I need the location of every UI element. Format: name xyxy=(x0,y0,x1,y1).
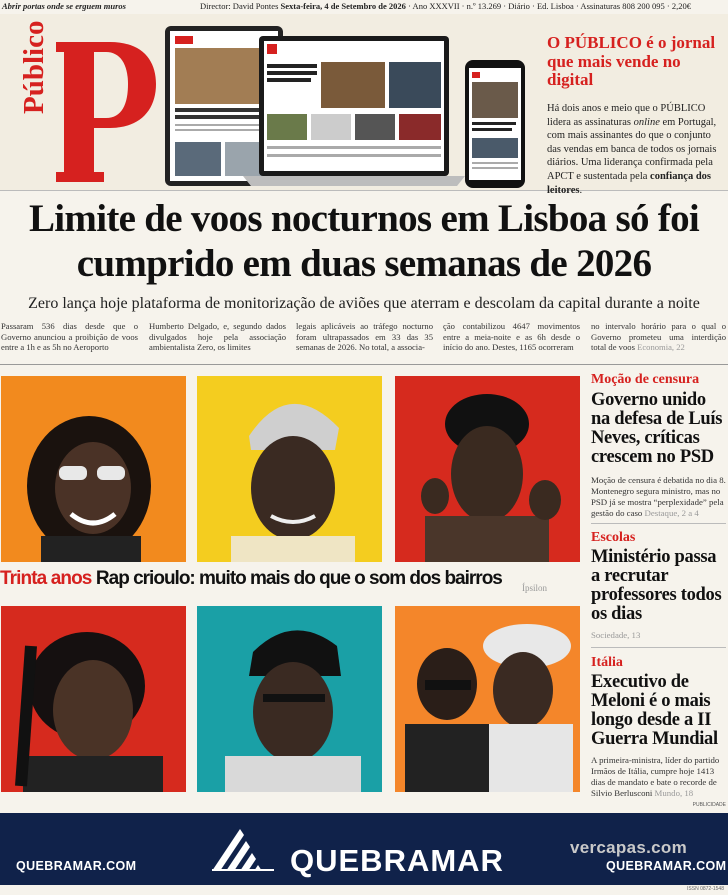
price: 2,20€ xyxy=(671,1,691,11)
feature-credit: Ípsilon xyxy=(522,583,548,593)
photo-artist-3 xyxy=(395,376,580,562)
issn-text: ISSN 0872-1548 xyxy=(687,886,724,892)
side-story-headline: Governo unido na defesa de Luís Neves, críticas crescem no PSD xyxy=(591,390,723,467)
side-story-kicker: Escolas xyxy=(591,530,636,545)
divider xyxy=(0,364,728,365)
side-story-ref: Destaque, 2 a 4 xyxy=(644,508,699,518)
top-bar xyxy=(0,0,728,13)
promo-title: O PÚBLICO é o jornal que mais vende no digital xyxy=(547,33,716,89)
lead-body-col-2: Humberto Delgado, e, segundo dados divulgados hoje pela associação ambientalista Zero, os limites xyxy=(149,321,286,353)
side-story-ref: Sociedade, 13 xyxy=(591,630,641,640)
devices-illustration xyxy=(163,24,528,196)
slogan: Abrir portas onde se erguem muros xyxy=(2,1,126,11)
feature-headline: Rap crioulo: muito mais do que o som dos bairros xyxy=(95,568,502,589)
lead-body-col-5-text: no intervalo horário para o qual o Governo prometeu uma interdição total de voos xyxy=(591,321,726,353)
promo-body-part: . xyxy=(579,184,583,196)
side-story-kicker: Itália xyxy=(591,655,623,670)
photo-artist-5 xyxy=(197,606,382,792)
divider xyxy=(591,523,726,524)
promo-body-part: em Portugal, com mais assinantes do que o conjunto das vendas em banca de todos os jornais diários. Uma liderança confirmada pela APCT e sustentada pela xyxy=(547,116,717,182)
promo-body-bold: confiança dos leitores xyxy=(547,170,712,196)
side-story-text-body: Moção de censura é debatida no dia 8. Montenegro segura ministro, mas no PSD já se mostra “perplexidade” pela gestão do caso xyxy=(591,475,726,518)
side-story-headline: Executivo de Meloni é o mais longo desde a II Guerra Mundial xyxy=(591,672,718,749)
lead-body-col-5 xyxy=(591,321,726,353)
side-story-kicker: Moção de censura xyxy=(591,372,700,387)
side-story-headline: Ministério passa a recrutar professores todos os dias xyxy=(591,547,722,624)
lead-headline[interactable]: Limite de voos nocturnos em Lisboa só foi cumprido em duas semanas de 2026 xyxy=(28,197,700,285)
logo-p-icon xyxy=(54,38,158,186)
side-story-ref: Mundo, 18 xyxy=(654,788,694,798)
lead-body-col-1: Passaram 536 dias desde que o Governo anunciou a proibição de voos entre a 1h e as 5h no Aeroporto xyxy=(1,321,138,353)
side-story-text xyxy=(591,475,726,519)
side-story-2[interactable] xyxy=(591,530,726,641)
photo-artist-2 xyxy=(197,376,382,562)
promo-body-part: Há dois anos e meio que o PÚBLICO lidera as assinaturas xyxy=(547,103,706,128)
side-story-text xyxy=(591,755,726,799)
side-story-1[interactable] xyxy=(591,372,726,519)
ad-url-left: QUEBRAMAR.COM xyxy=(16,859,137,873)
quebramar-logo-icon xyxy=(210,827,276,873)
promo-body-online: online xyxy=(633,116,660,128)
lead-body-col-3: legais aplicáveis ao tráfego nocturno foram ultrapassados em 33 das 35 semanas de 2026. No total, a associa- xyxy=(296,321,433,353)
issue-details: · Ano XXXVII · n.º 13.269 · Diário · Ed. Lisboa · Assinaturas 808 200 095 · xyxy=(408,1,670,11)
ad-brand: QUEBRAMAR xyxy=(290,843,504,878)
side-story-text xyxy=(591,630,726,641)
watermark: vercapas.com xyxy=(570,838,688,857)
photo-artist-6 xyxy=(395,606,580,792)
masthead xyxy=(0,14,728,196)
ad-label: PUBLICIDADE xyxy=(692,802,726,808)
feature-kicker: Trinta anos xyxy=(0,568,92,589)
divider xyxy=(591,647,726,648)
lead-body-col-4: ção contabilizou 4647 movimentos entre a meia-noite e as 6h desde o início do ano. Destes, 1165 ocorreram xyxy=(443,321,580,353)
director: Director: David Pontes xyxy=(200,1,279,11)
logo-wordmark: Público xyxy=(18,20,50,114)
promo-body xyxy=(547,102,725,197)
photo-artist-4 xyxy=(1,606,186,792)
ad-url-right: QUEBRAMAR.COM xyxy=(606,859,727,873)
photo-artist-1 xyxy=(1,376,186,562)
issue-date: Sexta-feira, 4 de Setembro de 2026 xyxy=(280,1,406,11)
side-story-text-body: A primeira-ministra, líder do partido Irmãos de Itália, cumpre hoje 1413 dias de mandato e bate o recorde de Silvio Berlusconi xyxy=(591,755,720,798)
feature-kicker-row[interactable] xyxy=(0,568,580,598)
edition-info xyxy=(200,0,691,13)
side-story-3[interactable] xyxy=(591,655,726,799)
lead-section-ref: Economia, 22 xyxy=(637,342,685,353)
lead-standfirst: Zero lança hoje plataforma de monitorização de aviões que aterram e descolam da capital durante a noite xyxy=(28,295,700,312)
